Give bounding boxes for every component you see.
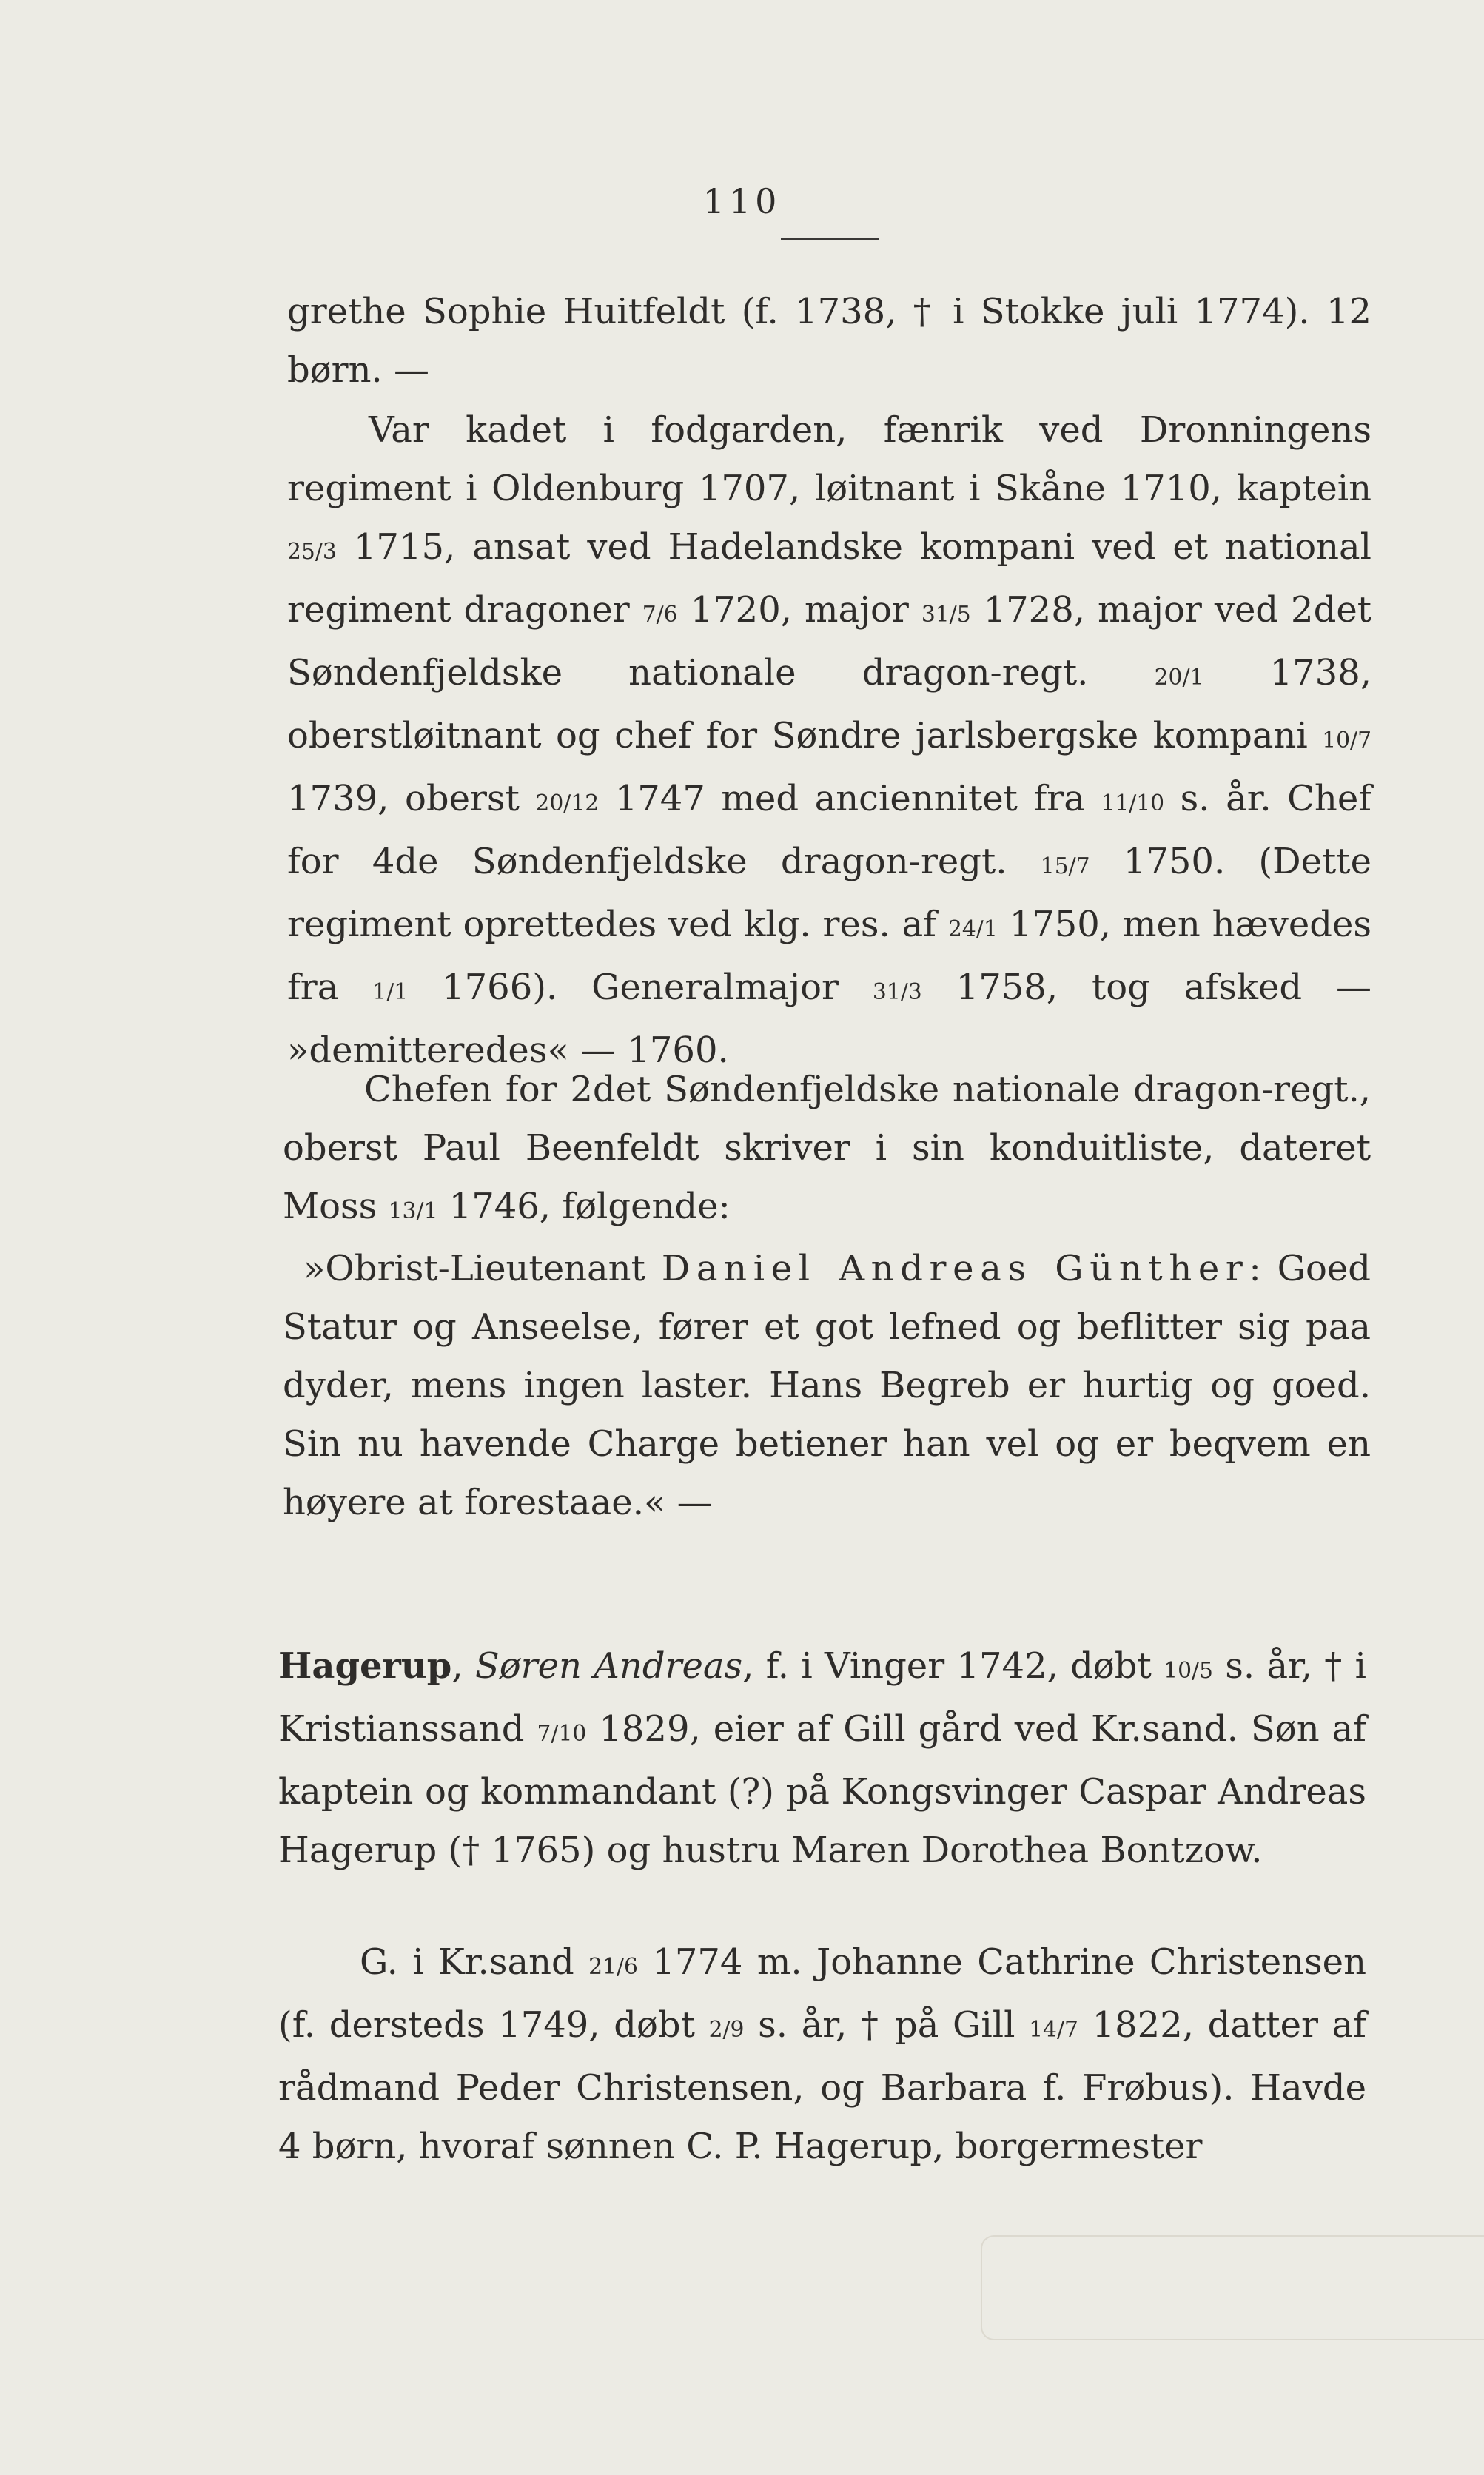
page-number: 110	[702, 181, 782, 221]
paragraph-career: Var kadet i fodgarden, fænrik ved Dronningens regiment i Oldenburg 1707, løitnant i Skåne 1710, kaptein 25/3 1715, ansat ved Hadelandske kompani ved et national regiment dragoner 7/6 1720, major 31/5 1728, major ved 2det Søndenfjeldske nationale dragon-regt. 20/1 1738, oberstløitnant og chef for Søndre jarlsbergske kompani 10/7 1739, oberst 20/12 1747 med anciennitet fra 11/10 s. år. Chef for 4de Søndenfjeldske dragon-regt. 15/7 1750. (Dette regiment oprettedes ved klg. res. af 24/1 1750, men hævedes fra 1/1 1766). Generalmajor 31/3 1758, tog afsked — »demitteredes« — 1760.	[287, 409, 1372, 1071]
paragraph-family: grethe Sophie Huitfeldt (f. 1738, † i Stokke juli 1774). 12 børn. —	[287, 291, 1371, 391]
entry-given-names: Søren Andreas	[474, 1645, 743, 1687]
page-edge-mark	[981, 2235, 1484, 2340]
entry-hagerup: Hagerup, Søren Andreas, f. i Vinger 1742, døbt 10/5 s. år, † i Kristianssand 7/10 1829, eier af Gill gård ved Kr.sand. Søn af kaptein og kommandant (?) på Kongsvinger Caspar Andreas Hagerup († 1765) og hustru Maren Dorothea Bontzow.	[278, 1645, 1367, 1871]
entry-surname: Hagerup	[278, 1645, 452, 1687]
spaced-name: Daniel Andreas Günther	[661, 1248, 1249, 1289]
header-rule	[781, 238, 879, 240]
paragraph-quotation: »Obrist-Lieutenant Daniel Andreas Günther: Goed Statur og Anseelse, fører et got lefned og beflitter sig paa dyder, mens ingen laster. Hans Begreb er hurtig og goed. Sin nu havende Charge betiener han vel og er beqvem en høyere at forestaae.« —	[283, 1248, 1371, 1523]
paragraph-conduct-list-intro: Chefen for 2det Søndenfjeldske nationale dragon-regt., oberst Paul Beenfeldt skriver i sin konduitliste, dateret Moss 13/1 1746, følgende:	[283, 1069, 1371, 1227]
paragraph-marriage: G. i Kr.sand 21/6 1774 m. Johanne Cathrine Christensen (f. dersteds 1749, døbt 2/9 s. år, † på Gill 14/7 1822, datter af rådmand Peder Christensen, og Barbara f. Frøbus). Havde 4 børn, hvoraf sønnen C. P. Hagerup, borgermester	[278, 1941, 1366, 2167]
